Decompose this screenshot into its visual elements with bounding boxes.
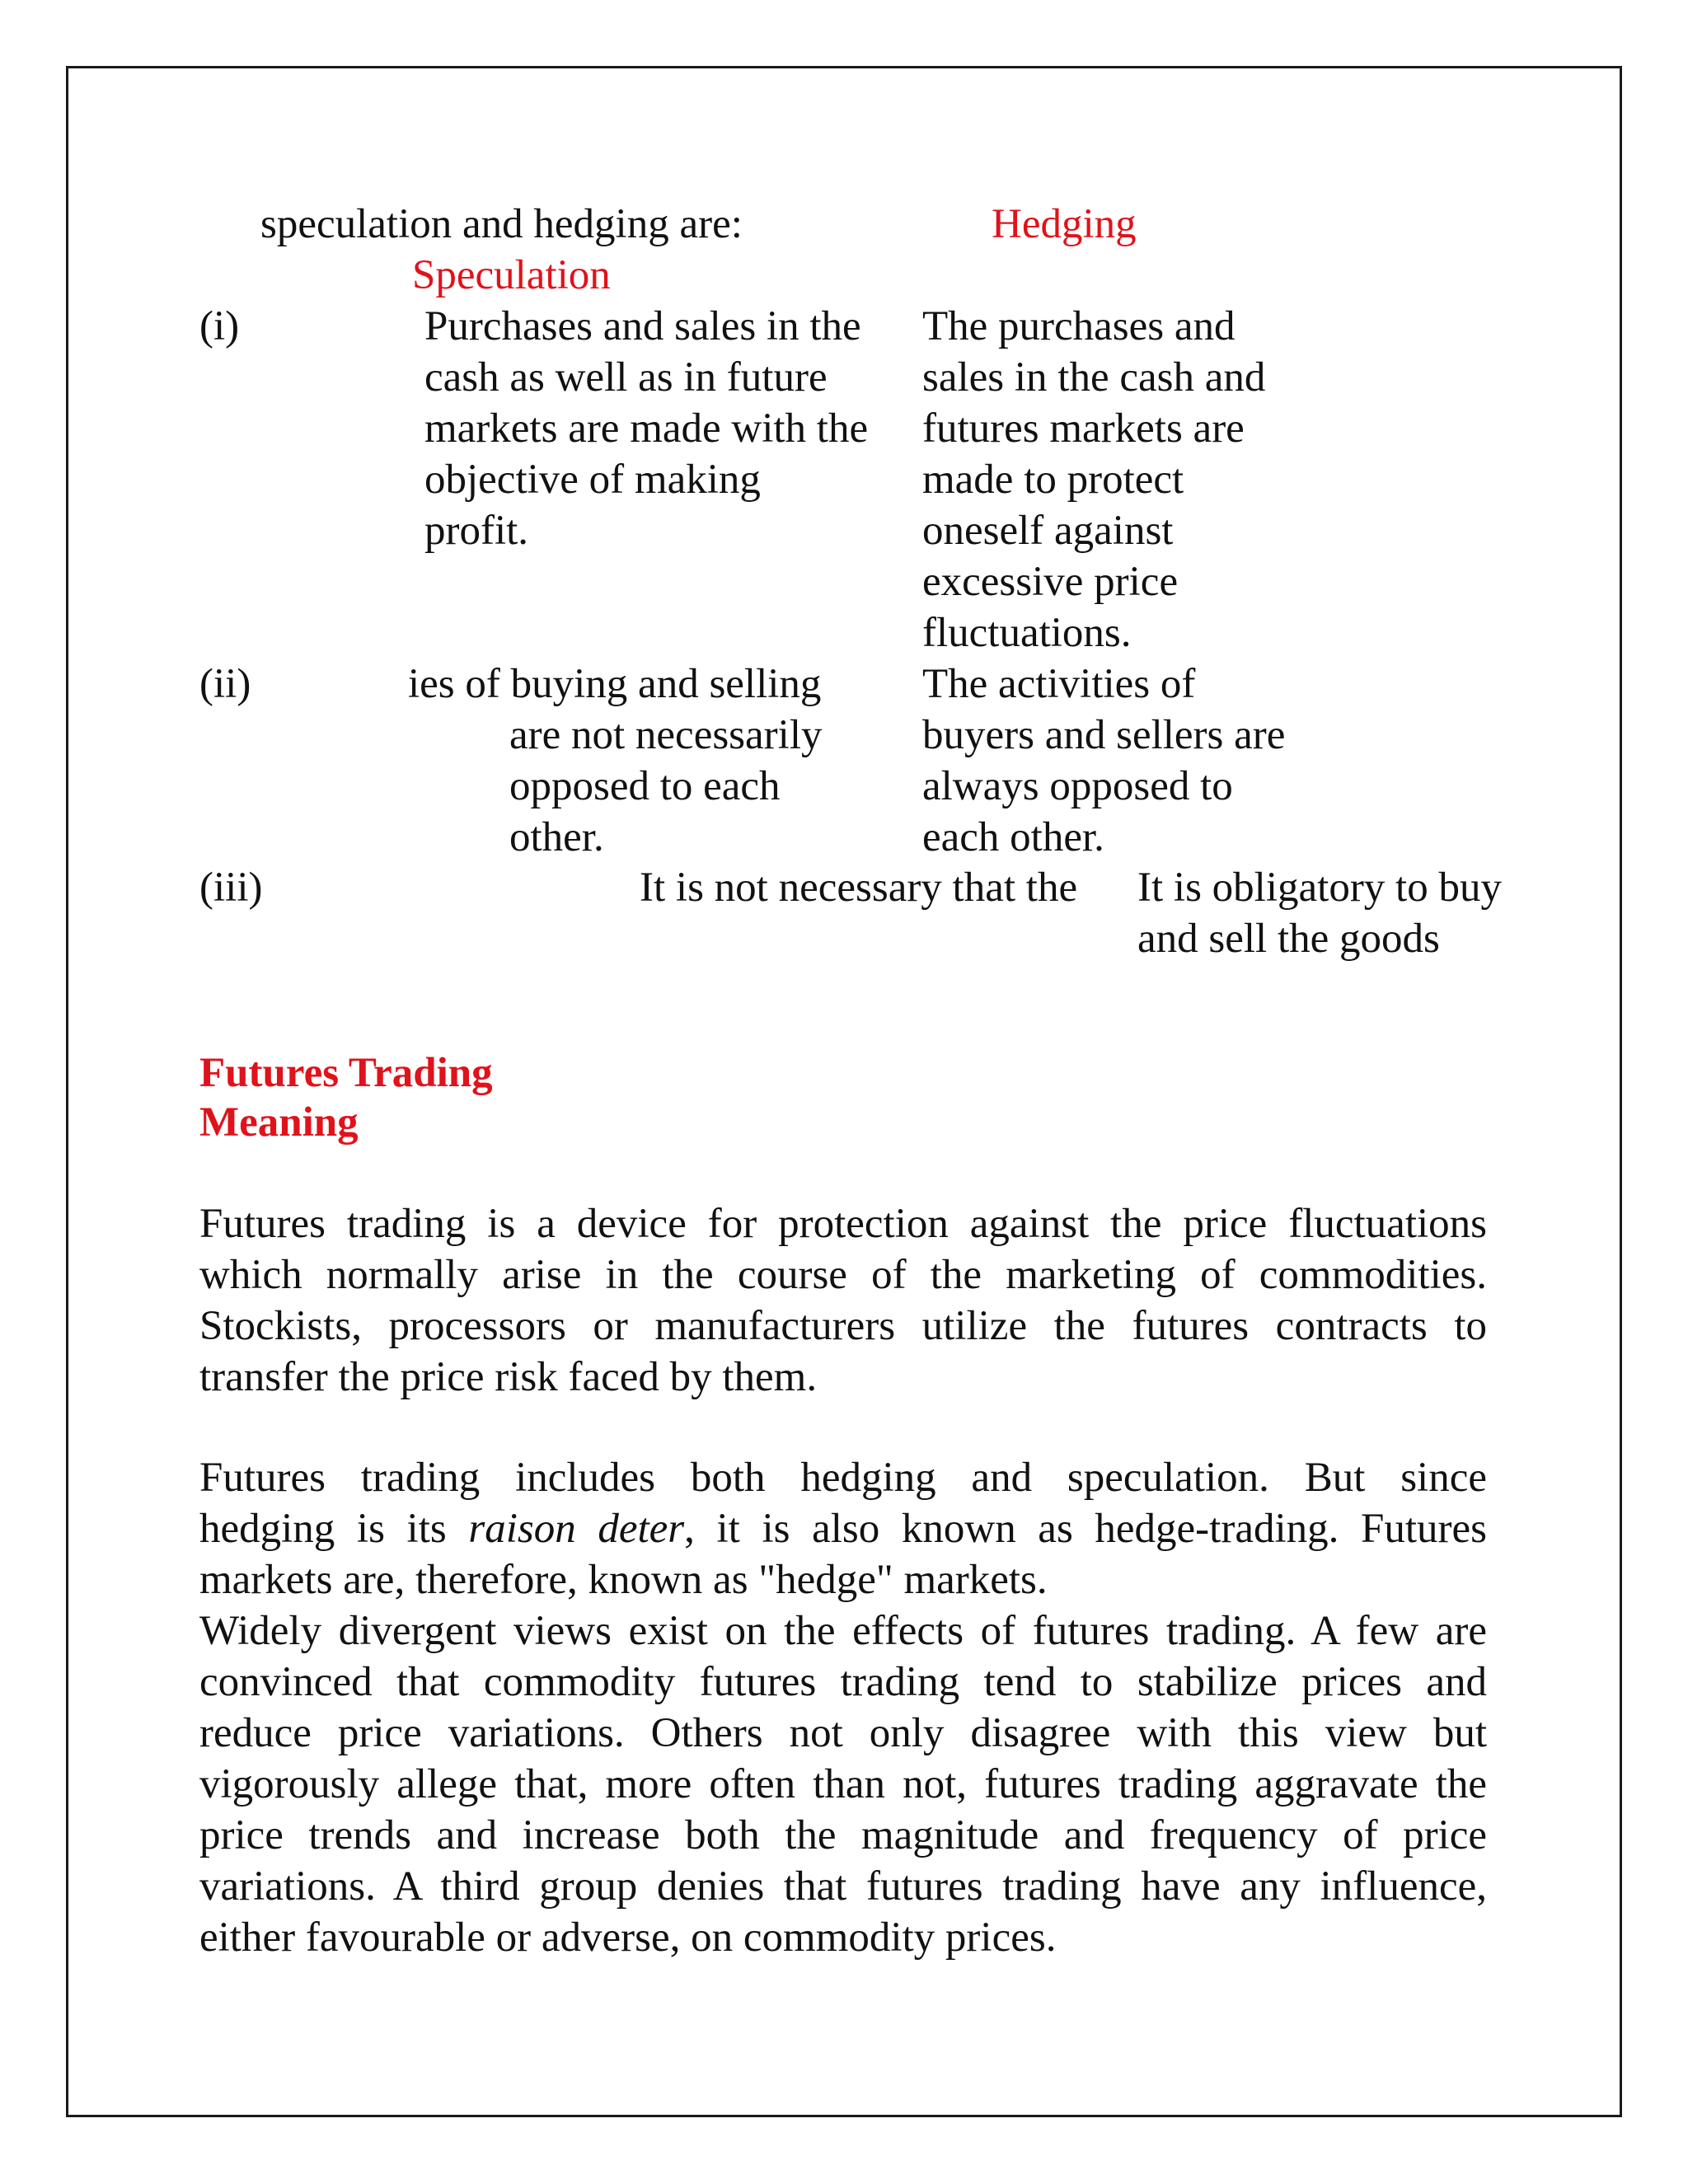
section-title: Futures Trading (199, 1050, 493, 1096)
text-line: The purchases and (922, 303, 1236, 349)
italic-term: raison deter (468, 1506, 685, 1552)
text-line: markets are, therefore, known as "hedge" markets. (199, 1557, 1048, 1603)
paragraph-1 (199, 1198, 1487, 1403)
text-line: Purchases and sales in the (424, 303, 861, 349)
text-line: futures markets are (922, 405, 1245, 452)
hedging-heading: Hedging (992, 201, 1137, 247)
row-iii-hedging (1137, 862, 1502, 964)
text-line: convinced that commodity futures trading tend to stabilize prices and (199, 1659, 1487, 1705)
text-line: objective of making (424, 457, 761, 503)
row-iii-speculation: It is not necessary that the (640, 865, 1078, 911)
text-line: price trends and increase both the magnitude and frequency of price (199, 1812, 1487, 1858)
text-line: buyers and sellers are (922, 712, 1286, 758)
text-line: made to protect (922, 457, 1184, 503)
comparison-intro: speculation and hedging are: (260, 201, 743, 247)
text-line: markets are made with the (424, 405, 869, 452)
text-line: It is obligatory to buy (1137, 865, 1502, 911)
text-line: oneself against (922, 508, 1174, 554)
text-line: The activities of (922, 661, 1196, 707)
text-line: always opposed to (922, 763, 1233, 809)
text-line: other. (509, 814, 604, 860)
text-line: Stockists, processors or manufacturers utilize the futures contracts to (199, 1303, 1487, 1349)
text-line: cash as well as in future (424, 354, 828, 401)
row-ii-speculation (509, 710, 823, 863)
text-line: reduce price variations. Others not only disagree with this view but (199, 1710, 1487, 1756)
text-line: fluctuations. (922, 610, 1132, 656)
text-line (199, 1503, 1487, 1554)
text-line: either favourable or adverse, on commodity prices. (199, 1915, 1057, 1961)
text-line: each other. (922, 814, 1104, 860)
section-subtitle: Meaning (199, 1099, 359, 1146)
text-line: excessive price (922, 559, 1179, 605)
text-segment: hedging is its (199, 1506, 469, 1552)
row-ii-speculation-line1: ies of buying and selling (408, 661, 822, 707)
text-line: sales in the cash and (922, 354, 1266, 401)
row-ii-hedging (922, 658, 1285, 863)
row-number-ii: (ii) (199, 661, 251, 707)
text-line: and sell the goods (1137, 916, 1440, 962)
row-i-speculation (424, 301, 868, 556)
row-i-hedging (922, 301, 1265, 658)
row-number-iii: (iii) (199, 865, 263, 911)
text-line: are not necessarily (509, 712, 823, 758)
text-line: opposed to each (509, 763, 781, 809)
text-line: profit. (424, 508, 529, 554)
text-line: which normally arise in the course of the marketing of commodities. (199, 1252, 1487, 1298)
speculation-heading: Speculation (412, 252, 611, 298)
paragraph-2 (199, 1452, 1487, 1605)
row-number-i: (i) (199, 303, 240, 349)
text-segment: , it is also known as hedge-trading. Futures (684, 1506, 1487, 1552)
text-line: Futures trading is a device for protection against the price fluctuations (199, 1201, 1487, 1247)
text-line: Widely divergent views exist on the effects of futures trading. A few are (199, 1608, 1487, 1654)
text-line: Futures trading includes both hedging and speculation. But since (199, 1455, 1487, 1501)
text-line: variations. A third group denies that futures trading have any influence, (199, 1863, 1487, 1910)
text-line: vigorously allege that, more often than not, futures trading aggravate the (199, 1761, 1487, 1807)
text-line: transfer the price risk faced by them. (199, 1354, 818, 1400)
paragraph-3 (199, 1605, 1487, 1963)
